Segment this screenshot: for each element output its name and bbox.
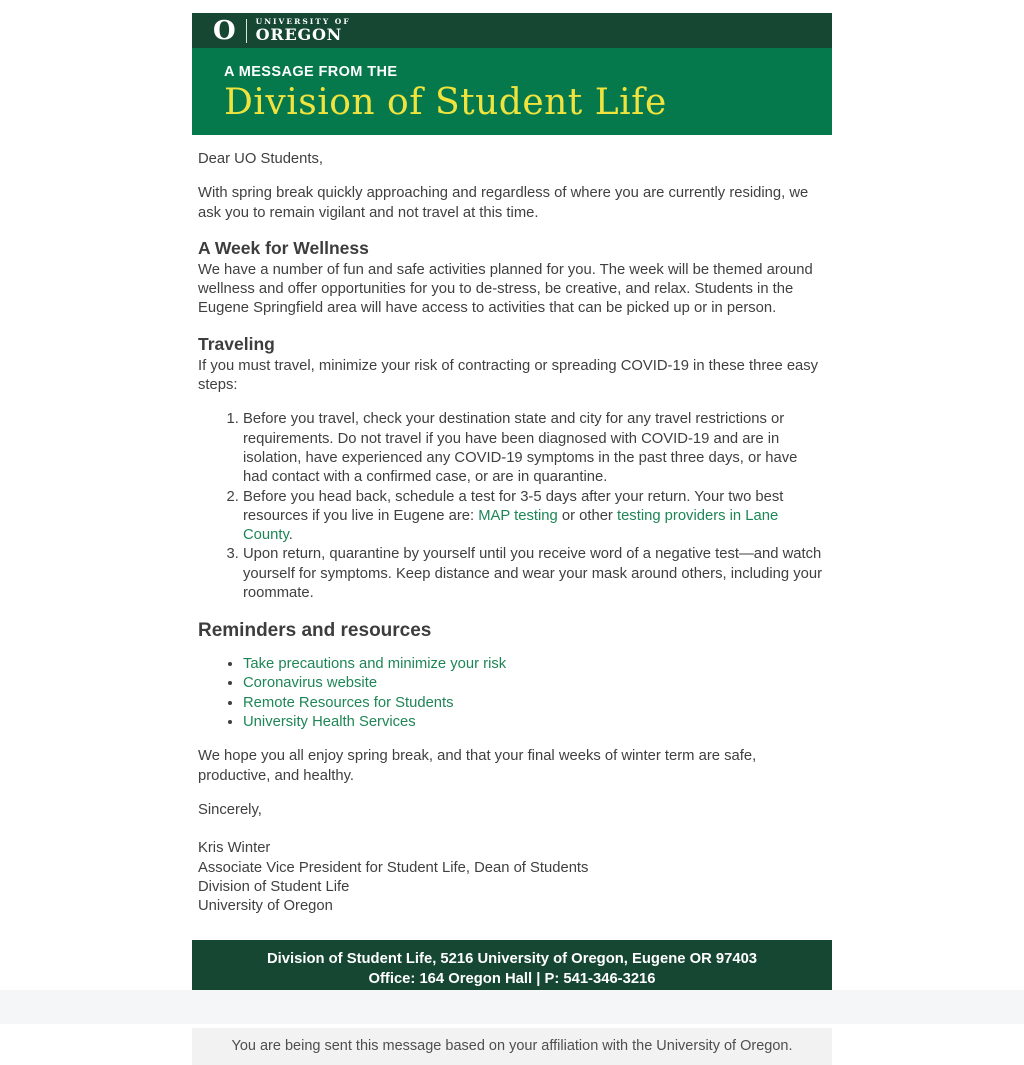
salutation: Dear UO Students, [198,151,324,167]
valediction: Sincerely, [198,801,262,818]
logo-university-of: UNIVERSITY OF [255,16,351,26]
banner-kicker: A MESSAGE FROM THE [224,64,398,80]
uo-o-icon: O [213,15,236,46]
signature-block [198,839,826,916]
precautions-link[interactable]: Take precautions and minimize your risk [243,656,507,673]
wellness-paragraph: We have a number of fun and safe activities planned for you. The week will be themed around wellness and offer opportunities for you to de-stress, be creative, and relax. Students in the Eugene Springfield area will have access to activities that can be picked up or in person. [198,261,813,317]
resources-heading: Reminders and resources [198,620,432,642]
list-item [243,655,826,674]
health-services-link[interactable]: University Health Services [243,714,416,731]
email-column [192,0,832,1065]
logo-wordmark [256,18,351,44]
intro-paragraph: With spring break quickly approaching and regardless of where you are currently residing, we ask you to remain vigilant and not travel at this time. [198,185,809,221]
resources-list [198,655,826,732]
signature-title: Associate Vice President for Student Life, Dean of Students [198,859,589,876]
lane-county-testing-link[interactable]: testing providers in Lane County [243,507,779,544]
remote-resources-link[interactable]: Remote Resources for Students [243,694,454,711]
signature-university: University of Oregon [198,898,333,915]
list-item [243,713,826,732]
uo-logo [213,15,351,46]
traveling-heading: Traveling [198,333,275,354]
travel-step-1: 1. Before you travel, check your destination state and city for any travel restrictions or requirements. Do not travel if you have been diagnosed with COVID-19 and are in isolation, have experienced any COVID-19 symptoms in the past three days, or have had contact with a confirmed case, or are in quarantine. [243,410,826,487]
affiliation-footnote: You are being sent this message based on your affiliation with the University of Oregon. [192,1028,832,1065]
coronavirus-website-link[interactable]: Coronavirus website [243,675,378,692]
travel-step-2-mid: or other [557,507,617,524]
signature-name: Kris Winter [198,840,271,857]
bottom-strip [0,990,1024,1024]
letter-body [192,150,832,916]
closing-paragraph: We hope you all enjoy spring break, and that your final weeks of winter term are safe, productive, and healthy. [198,748,757,784]
travel-steps-list [198,410,826,603]
map-testing-link[interactable]: MAP testing [478,507,558,524]
signature-division: Division of Student Life [198,878,350,895]
travel-step-2 [243,488,826,546]
logo-oregon: OREGON [255,25,343,45]
masthead-bar [192,13,832,48]
list-item [243,694,826,713]
travel-step-3: 3. Upon return, quarantine by yourself until you receive word of a negative test—and watch yourself for symptoms. Keep distance and wear your mask around others, including your roommate. [243,545,826,603]
banner-title: Division of Student Life [224,81,667,123]
travel-step-2-text: Before you head back, schedule a test for 3-5 days after your return. Your two best resources if you live in Eugene are: [243,488,784,524]
logo-divider [246,19,247,43]
travel-step-2-end: . [288,527,293,544]
banner [192,48,832,135]
list-item [243,674,826,693]
traveling-lead: If you must travel, minimize your risk of contracting or spreading COVID-19 in these three easy steps: [198,357,819,394]
wellness-heading: A Week for Wellness [198,237,369,258]
footer-address-line: Division of Student Life, 5216 University of Oregon, Eugene OR 97403 [266,951,758,968]
footer-office-line: Office: 164 Oregon Hall | P: 541-346-3216 [368,970,656,987]
